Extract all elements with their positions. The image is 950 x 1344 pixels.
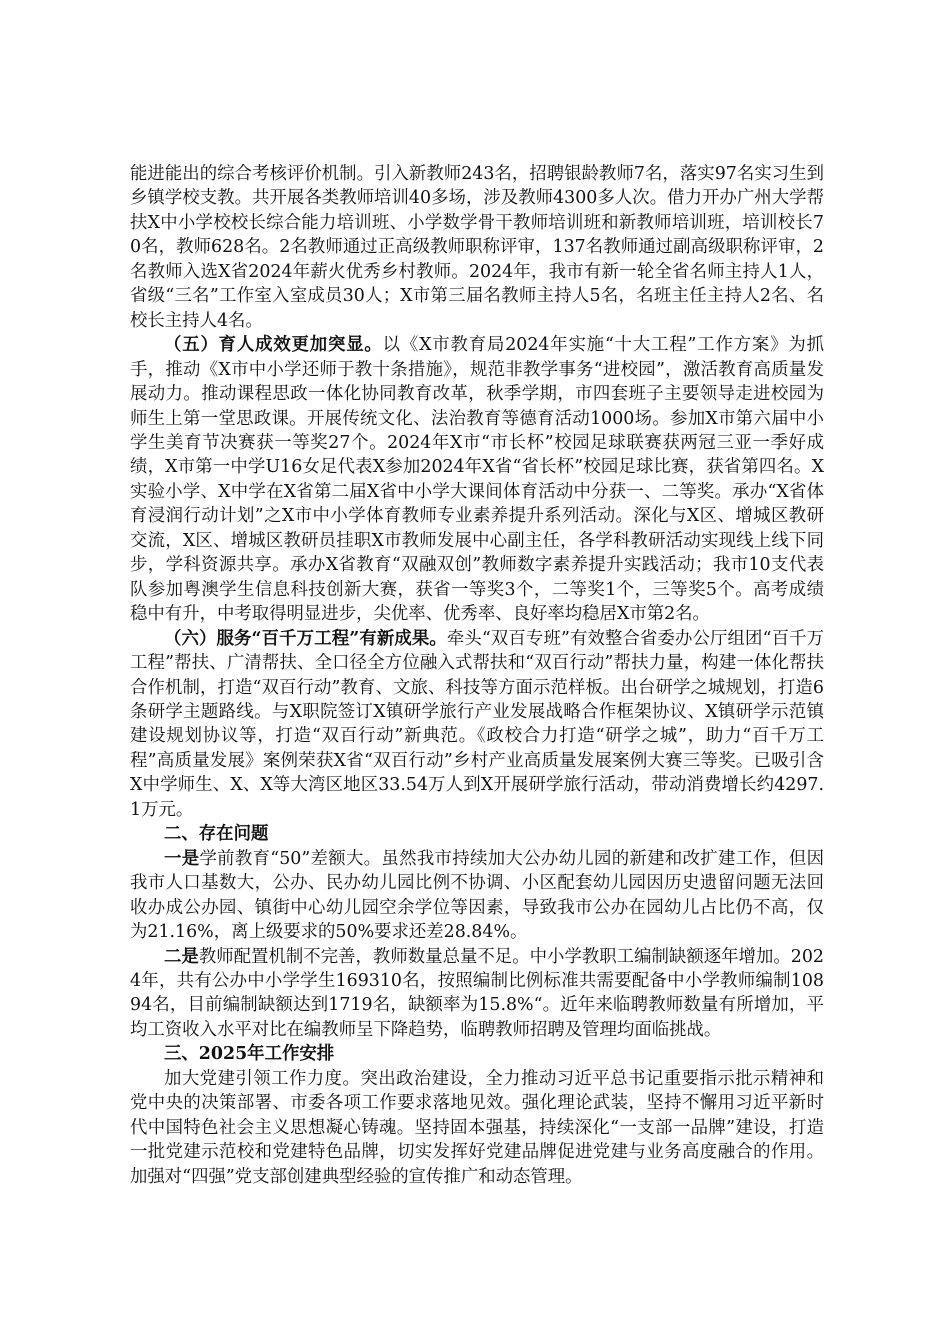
section-heading-2025-plan: 三、2025年工作安排	[164, 1044, 335, 1065]
section-heading-5: （五）育人成效更加突显。	[164, 335, 383, 356]
paragraph-body: 以《X市教育局2024年实施“十大工程”工作方案》为抓手，推动《X市中小学还师于教十条措施》，规范非教学事务“进校园”，激活教育高质量发展动力。推动课程思政一体化协同教育改革，秋季学期，市四套班子主要领导走进校园为师生上第一堂思政课。开展传统文化、法治教育等德育活动1000场。参加X市第六届中小学生美育节决赛获一等奖27个。2024年X市“市长杯”校园足球联赛获两冠三亚一季好成绩，X市第一中学U16女足代表X参加2024年X省“省长杯”校园足球比赛，获省第四名。X实验小学、X中学在X省第二届X省中小学大课间体育活动中分获一、二等奖。承办“X省体育浸润行动计划”之X市中小学体育教师专业素养提升系列活动。深化与X区、增城区教研交流，X区、增城区教研员挂职X市教师发展中心副主任，各学科教研活动实现线上线下同步，学科资源共享。承办X省教育“双融双创”教师数字素养提升实践活动；我市10支代表队参加粤澳学生信息科技创新大赛，获省一等奖3个，二等奖1个，三等奖5个。高考成绩稳中有升，中考取得明显进步，尖优率、优秀率、良好率均稳居X市第2名。	[130, 335, 824, 625]
paragraph-rural-project	[130, 627, 824, 823]
paragraph-body: 牵头“双百专班”有效整合省委办公厅组团“百千万工程”帮扶、广清帮扶、全口径全方位融入式帮扶和“双百行动”帮扶力量，构建一体化帮扶合作机制，打造“双百行动”教育、文旅、科技等方面示范样板。出台研学之城规划，打造6条研学主题路线。与X职院签订X镇研学旅行产业发展战略合作框架协议、X镇研学示范镇建设规划协议等，打造“双百行动”新典范。《政校合力打造“研学之城”，助力“百千万工程”高质量发展》案例荣获X省“双百行动”乡村产业高质量发展案例大赛三等奖。已吸引含X中学师生、X、X等大湾区地区33.54万人到X开展研学旅行活动，带动消费增长约4297.1万元。	[130, 628, 824, 820]
paragraph-problem-1	[130, 847, 824, 945]
paragraph-teacher-training: 能进能出的综合考核评价机制。引入新教师243名，招聘银龄教师7名，落实97名实习生到乡镇学校支教。共开展各类教师培训40多场，涉及教师4300多人次。借力开办广州大学帮扶X中小学校校长综合能力培训班、小学数学骨干教师培训班和新教师培训班，培训校长70名，教师628名。2名教师通过正高级教师职称评审，137名教师通过副高级职称评审，2名教师入选X省2024年薪火优秀乡村教师。2024年，我市有新一轮全省名师主持人1人，省级“三名”工作室入室成员30人；X市第三届名教师主持人5名，名班主任主持人2名、名校长主持人4名。	[130, 164, 824, 331]
document-page	[130, 162, 824, 1189]
section-heading-6: （六）服务“百千万工程”有新成果。	[164, 628, 447, 649]
paragraph-party-building: 加大党建引领工作力度。突出政治建设，全力推动习近平总书记重要指示批示精神和党中央的决策部署、市委各项工作要求落地见效。强化理论武装，坚持不懈用习近平新时代中国特色社会主义思想凝心铸魂。坚持固本强基，持续深化“一支部一品牌”建设，打造一批党建示范校和党建特色品牌，切实发挥好党建品牌促进党建与业务高度融合的作用。加强对“四强”党支部创建典型经验的宣传推广和动态管理。	[130, 1068, 824, 1187]
problem-lead-1: 一是	[164, 848, 200, 869]
paragraph-body: 教师配置机制不完善，教师数量总量不足。中小学教职工编制缺额逐年增加。2024年，共有公办中小学学生169310名，按照编制比例标准共需要配备中小学教师编制10894名，目前编制缺额达到1719名，缺额率为15.8%“。近年来临聘教师数量有所增加，平均工资收入水平对比在编教师呈下降趋势，临聘教师招聘及管理均面临挑战。	[130, 946, 824, 1040]
paragraph-problem-2	[130, 945, 824, 1043]
paragraph-body: 学前教育“50”差额大。虽然我市持续加大公办幼儿园的新建和改扩建工作，但因我市人口基数大，公办、民办幼儿园比例不协调、小区配套幼儿园因历史遗留问题无法回收办成公办园、镇街中心幼儿园空余学位等因素，导致我市公办在园幼儿占比仍不高，仅为21.16%，离上级要求的50%要求还差28.84%。	[130, 848, 824, 943]
section-heading-problems: 二、存在问题	[164, 824, 269, 845]
paragraph-education-results	[130, 333, 824, 626]
problem-lead-2: 二是	[164, 946, 199, 967]
